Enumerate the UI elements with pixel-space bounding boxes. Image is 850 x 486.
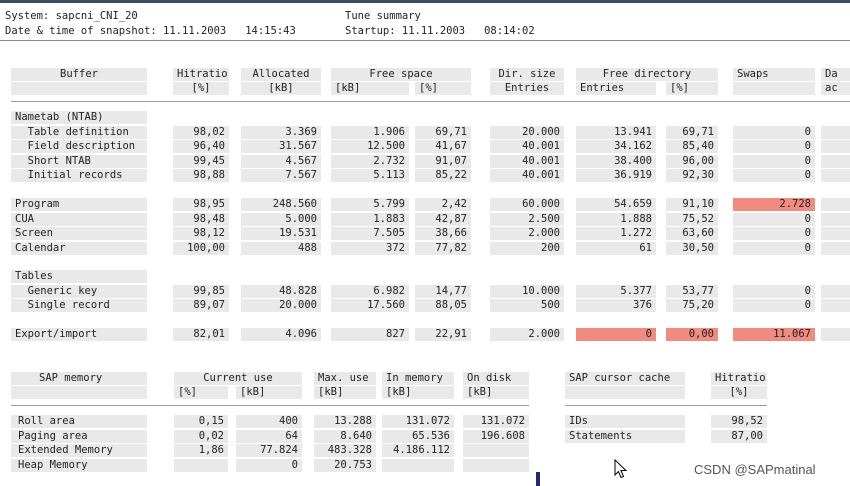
buffer-cell-alloc: 4.567 bbox=[241, 155, 321, 168]
snapshot-header bbox=[0, 8, 850, 41]
col-header-free-space: Free space bbox=[331, 68, 471, 81]
col-header-ac: ac bbox=[821, 82, 850, 95]
buffer-cell-fd-entries: 13.941 bbox=[576, 126, 656, 139]
buffer-row-name: Program bbox=[11, 198, 147, 211]
cursor-cache-header: SAP cursor cache bbox=[565, 372, 685, 385]
buffer-cell-swaps: 0 bbox=[733, 299, 815, 312]
buffer-cell-swaps: 0 bbox=[733, 242, 815, 255]
buffer-cell-da bbox=[821, 169, 850, 182]
memory-row-name: Extended Memory bbox=[11, 444, 147, 457]
col-header-buffer-sub bbox=[11, 82, 147, 95]
cursor-row-name: Statements bbox=[565, 430, 685, 443]
buffer-cell-da bbox=[821, 328, 850, 341]
memory-cell-pct: 0,02 bbox=[174, 430, 228, 443]
buffer-cell-hit: 100,00 bbox=[173, 242, 229, 255]
memory-cell-on-disk: 196.608 bbox=[463, 430, 529, 443]
buffer-cell-free-pct: 88,05 bbox=[415, 299, 471, 312]
memory-cell-in-mem bbox=[382, 459, 454, 472]
buffer-cell-fd-entries: 0 bbox=[576, 328, 656, 341]
buffer-cell-fd-pct: 91,10 bbox=[666, 198, 718, 211]
buffer-cell-free-kb: 7.505 bbox=[331, 227, 409, 240]
buffer-cell-fd-entries: 61 bbox=[576, 242, 656, 255]
cursor-row-value: 87,00 bbox=[711, 430, 767, 443]
buffer-cell-dir: 10.000 bbox=[490, 285, 564, 298]
col-header-free-dir-pct: [%] bbox=[666, 82, 718, 95]
buffer-cell-free-kb: 2.732 bbox=[331, 155, 409, 168]
buffer-cell-da bbox=[821, 242, 850, 255]
col-header-free-space-pct: [%] bbox=[415, 82, 471, 95]
col-header-da: Da bbox=[821, 68, 850, 81]
memory-cell-pct: 0,15 bbox=[174, 415, 228, 428]
buffer-cell-dir: 200 bbox=[490, 242, 564, 255]
memory-cell-max: 8.640 bbox=[314, 430, 376, 443]
buffer-cell-swaps: 0 bbox=[733, 140, 815, 153]
buffer-cell-dir: 500 bbox=[490, 299, 564, 312]
buffer-cell-da bbox=[821, 198, 850, 211]
buffer-cell-free-kb: 6.982 bbox=[331, 285, 409, 298]
col-header-dir-size-unit: Entries bbox=[490, 82, 564, 95]
buffer-cell-fd-pct: 75,52 bbox=[666, 213, 718, 226]
buffer-cell-free-kb: 5.799 bbox=[331, 198, 409, 211]
memory-cell-in-mem: 4.186.112 bbox=[382, 444, 454, 457]
buffer-cell-fd-entries: 376 bbox=[576, 299, 656, 312]
memory-cell-kb: 400 bbox=[236, 415, 302, 428]
buffer-row-name: Field description bbox=[11, 140, 147, 153]
cursor-cache-header-sub bbox=[565, 386, 685, 399]
buffer-cell-free-kb: 12.500 bbox=[331, 140, 409, 153]
buffer-cell-fd-pct: 63,60 bbox=[666, 227, 718, 240]
col-header-on-disk: On disk bbox=[463, 372, 529, 385]
memory-cell-on-disk: 131.072 bbox=[463, 415, 529, 428]
col-header-free-dir-entries: Entries bbox=[576, 82, 656, 95]
buffer-cell-fd-entries: 34.162 bbox=[576, 140, 656, 153]
buffer-cell-alloc: 5.000 bbox=[241, 213, 321, 226]
buffer-cell-hit: 99,85 bbox=[173, 285, 229, 298]
memory-cell-max: 20.753 bbox=[314, 459, 376, 472]
buffer-cell-free-pct: 2,42 bbox=[415, 198, 471, 211]
buffer-cell-swaps: 0 bbox=[733, 169, 815, 182]
buffer-cell-free-kb: 1.906 bbox=[331, 126, 409, 139]
buffer-cell-hit: 98,48 bbox=[173, 213, 229, 226]
buffer-cell-fd-pct: 0,00 bbox=[666, 328, 718, 341]
memory-cell-on-disk bbox=[463, 444, 529, 457]
col-header-hitratio: Hitratio bbox=[173, 68, 229, 81]
buffer-group-title: Nametab (NTAB) bbox=[11, 111, 147, 124]
col-header-allocated: Allocated bbox=[241, 68, 321, 81]
buffer-cell-da bbox=[821, 227, 850, 240]
memory-row-name: Roll area bbox=[11, 415, 147, 428]
system-label: System: sapcni_CNI_20 bbox=[5, 10, 138, 22]
col-header-in-memory-kb: [kB] bbox=[382, 386, 454, 399]
memory-row-name: Paging area bbox=[11, 430, 147, 443]
buffer-cell-swaps: 0 bbox=[733, 227, 815, 240]
buffer-cell-fd-pct: 53,77 bbox=[666, 285, 718, 298]
col-header-current-use-pct: [%] bbox=[174, 386, 228, 399]
buffer-row-name: Initial records bbox=[11, 169, 147, 182]
memory-cell-pct: 1,86 bbox=[174, 444, 228, 457]
sap-memory-divider bbox=[11, 405, 529, 406]
buffer-row-name: Calendar bbox=[11, 242, 147, 255]
cursor-row-value: 98,52 bbox=[711, 415, 767, 428]
snapshot-datetime: Date & time of snapshot: 11.11.2003 14:15:43 bbox=[5, 25, 296, 37]
buffer-cell-hit: 82,01 bbox=[173, 328, 229, 341]
buffer-cell-free-kb: 827 bbox=[331, 328, 409, 341]
buffer-cell-da bbox=[821, 299, 850, 312]
col-header-swaps: Swaps bbox=[733, 68, 815, 81]
memory-cell-max: 483.328 bbox=[314, 444, 376, 457]
window-top-border bbox=[0, 0, 850, 3]
buffer-cell-free-kb: 17.560 bbox=[331, 299, 409, 312]
buffer-cell-hit: 98,12 bbox=[173, 227, 229, 240]
buffer-cell-alloc: 19.531 bbox=[241, 227, 321, 240]
buffer-row-name: Export/import bbox=[11, 328, 147, 341]
buffer-cell-swaps: 0 bbox=[733, 213, 815, 226]
buffer-cell-dir: 20.000 bbox=[490, 126, 564, 139]
buffer-cell-dir: 40.001 bbox=[490, 140, 564, 153]
buffer-cell-dir: 60.000 bbox=[490, 198, 564, 211]
buffer-cell-free-pct: 22,91 bbox=[415, 328, 471, 341]
mouse-pointer-icon bbox=[614, 459, 628, 479]
buffer-cell-fd-entries: 54.659 bbox=[576, 198, 656, 211]
memory-cell-pct bbox=[174, 459, 228, 472]
memory-cell-kb: 77.824 bbox=[236, 444, 302, 457]
col-header-cursor-hitratio: Hitratio bbox=[711, 372, 767, 385]
buffer-cell-hit: 89,07 bbox=[173, 299, 229, 312]
buffer-cell-free-kb: 372 bbox=[331, 242, 409, 255]
page-title: Tune summary bbox=[345, 10, 421, 22]
buffer-cell-free-pct: 41,67 bbox=[415, 140, 471, 153]
header-divider bbox=[11, 101, 850, 102]
sap-memory-header: SAP memory bbox=[11, 372, 147, 385]
buffer-cell-hit: 98,95 bbox=[173, 198, 229, 211]
col-header-hitratio-unit: [%] bbox=[173, 82, 229, 95]
buffer-cell-alloc: 248.560 bbox=[241, 198, 321, 211]
buffer-cell-swaps: 11.067 bbox=[733, 328, 815, 341]
col-header-on-disk-kb: [kB] bbox=[463, 386, 529, 399]
buffer-cell-dir: 2.000 bbox=[490, 227, 564, 240]
buffer-cell-free-pct: 42,87 bbox=[415, 213, 471, 226]
sap-memory-header-sub bbox=[11, 386, 147, 399]
buffer-cell-hit: 98,88 bbox=[173, 169, 229, 182]
buffer-cell-alloc: 7.567 bbox=[241, 169, 321, 182]
text-caret bbox=[536, 472, 540, 486]
buffer-cell-swaps: 0 bbox=[733, 155, 815, 168]
buffer-cell-swaps: 0 bbox=[733, 126, 815, 139]
buffer-cell-da bbox=[821, 140, 850, 153]
buffer-row-name: Short NTAB bbox=[11, 155, 147, 168]
col-header-swaps-sub bbox=[733, 82, 815, 95]
cursor-cache-divider bbox=[565, 405, 767, 406]
memory-cell-kb: 64 bbox=[236, 430, 302, 443]
buffer-row-name: CUA bbox=[11, 213, 147, 226]
buffer-cell-fd-entries: 1.272 bbox=[576, 227, 656, 240]
buffer-cell-dir: 40.001 bbox=[490, 155, 564, 168]
buffer-cell-dir: 2.500 bbox=[490, 213, 564, 226]
col-header-free-directory: Free directory bbox=[576, 68, 718, 81]
buffer-cell-da bbox=[821, 126, 850, 139]
watermark: CSDN @SAPmatinal bbox=[694, 462, 816, 477]
buffer-cell-fd-pct: 30,50 bbox=[666, 242, 718, 255]
buffer-cell-dir: 40.001 bbox=[490, 169, 564, 182]
buffer-cell-fd-pct: 75,20 bbox=[666, 299, 718, 312]
buffer-cell-hit: 99,45 bbox=[173, 155, 229, 168]
col-header-cursor-hitratio-unit: [%] bbox=[711, 386, 767, 399]
buffer-row-name: Table definition bbox=[11, 126, 147, 139]
memory-cell-in-mem: 131.072 bbox=[382, 415, 454, 428]
col-header-current-use: Current use bbox=[174, 372, 302, 385]
buffer-cell-da bbox=[821, 155, 850, 168]
buffer-cell-hit: 96,40 bbox=[173, 140, 229, 153]
buffer-cell-fd-entries: 38.400 bbox=[576, 155, 656, 168]
col-header-in-memory: In memory bbox=[382, 372, 454, 385]
buffer-cell-alloc: 48.828 bbox=[241, 285, 321, 298]
buffer-cell-swaps: 0 bbox=[733, 285, 815, 298]
buffer-cell-free-pct: 38,66 bbox=[415, 227, 471, 240]
buffer-cell-fd-pct: 85,40 bbox=[666, 140, 718, 153]
buffer-cell-free-pct: 77,82 bbox=[415, 242, 471, 255]
col-header-buffer: Buffer bbox=[11, 68, 147, 81]
buffer-cell-hit: 98,02 bbox=[173, 126, 229, 139]
startup-datetime: Startup: 11.11.2003 08:14:02 bbox=[345, 25, 535, 37]
buffer-cell-free-pct: 69,71 bbox=[415, 126, 471, 139]
col-header-dir-size: Dir. size bbox=[490, 68, 564, 81]
buffer-cell-fd-entries: 36.919 bbox=[576, 169, 656, 182]
buffer-cell-fd-pct: 96,00 bbox=[666, 155, 718, 168]
buffer-cell-fd-entries: 5.377 bbox=[576, 285, 656, 298]
buffer-cell-free-kb: 1.883 bbox=[331, 213, 409, 226]
buffer-cell-free-pct: 85,22 bbox=[415, 169, 471, 182]
buffer-cell-alloc: 3.369 bbox=[241, 126, 321, 139]
buffer-cell-da bbox=[821, 213, 850, 226]
buffer-cell-da bbox=[821, 285, 850, 298]
buffer-row-name: Single record bbox=[11, 299, 147, 312]
buffer-group-title: Tables bbox=[11, 270, 147, 283]
col-header-max-use-kb: [kB] bbox=[314, 386, 376, 399]
buffer-cell-alloc: 4.096 bbox=[241, 328, 321, 341]
buffer-cell-fd-pct: 92,30 bbox=[666, 169, 718, 182]
memory-cell-kb: 0 bbox=[236, 459, 302, 472]
buffer-cell-free-pct: 14,77 bbox=[415, 285, 471, 298]
buffer-cell-swaps: 2.728 bbox=[733, 198, 815, 211]
buffer-cell-dir: 2.000 bbox=[490, 328, 564, 341]
memory-cell-on-disk bbox=[463, 459, 529, 472]
memory-cell-in-mem: 65.536 bbox=[382, 430, 454, 443]
cursor-row-name: IDs bbox=[565, 415, 685, 428]
buffer-cell-alloc: 20.000 bbox=[241, 299, 321, 312]
col-header-free-space-kb: [kB] bbox=[331, 82, 409, 95]
col-header-max-use: Max. use bbox=[314, 372, 376, 385]
buffer-row-name: Generic key bbox=[11, 285, 147, 298]
col-header-current-use-kb: [kB] bbox=[236, 386, 302, 399]
memory-cell-max: 13.288 bbox=[314, 415, 376, 428]
buffer-cell-alloc: 488 bbox=[241, 242, 321, 255]
buffer-cell-free-kb: 5.113 bbox=[331, 169, 409, 182]
buffer-cell-alloc: 31.567 bbox=[241, 140, 321, 153]
col-header-allocated-unit: [kB] bbox=[241, 82, 321, 95]
memory-row-name: Heap Memory bbox=[11, 459, 147, 472]
buffer-row-name: Screen bbox=[11, 227, 147, 240]
buffer-cell-free-pct: 91,07 bbox=[415, 155, 471, 168]
buffer-cell-fd-pct: 69,71 bbox=[666, 126, 718, 139]
buffer-cell-fd-entries: 1.888 bbox=[576, 213, 656, 226]
